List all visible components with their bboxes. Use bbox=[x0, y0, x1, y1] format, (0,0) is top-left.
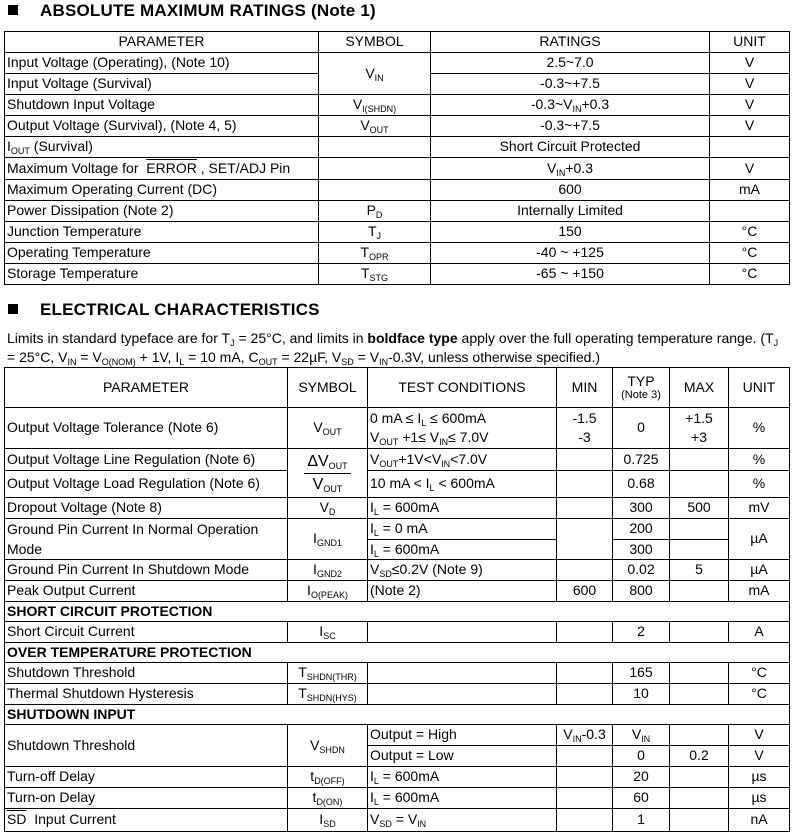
symbol-cell: $t_{D(OFF)}$ bbox=[288, 767, 368, 788]
table-row bbox=[5, 581, 790, 602]
max-cell bbox=[670, 788, 729, 809]
symbol-cell bbox=[319, 137, 431, 158]
typ-cell: 300 bbox=[613, 539, 670, 560]
ratings-cell: -65 ~ +150 bbox=[431, 264, 710, 285]
table-row bbox=[5, 243, 790, 264]
section-title-electrical bbox=[8, 300, 320, 320]
max-cell bbox=[670, 684, 729, 705]
parameter-cell: Input Voltage (Survival) bbox=[5, 74, 319, 95]
electrical-characteristics-table bbox=[4, 367, 790, 832]
test-cell bbox=[368, 622, 557, 643]
symbol-cell: $t_{D(ON)}$ bbox=[288, 788, 368, 809]
max-cell bbox=[670, 622, 729, 643]
table-row bbox=[5, 116, 790, 137]
test-cell: $I_L = 0$ mA bbox=[368, 519, 557, 540]
min-cell bbox=[557, 684, 613, 705]
table-row bbox=[5, 788, 790, 809]
max-cell: 0.2 bbox=[670, 746, 729, 767]
unit-cell: V bbox=[710, 95, 790, 116]
unit-cell: % bbox=[729, 471, 790, 498]
test-cell: Output = High bbox=[368, 725, 557, 746]
ratings-cell: -0.3~+7.5 bbox=[431, 74, 710, 95]
table-row bbox=[5, 408, 790, 449]
table-header-row bbox=[5, 32, 790, 53]
min-cell bbox=[557, 622, 613, 643]
min-cell bbox=[557, 767, 613, 788]
parameter-cell: Storage Temperature bbox=[5, 264, 319, 285]
ratings-cell: -0.3~+7.5 bbox=[431, 116, 710, 137]
max-cell bbox=[670, 449, 729, 471]
parameter-cell: Maximum Operating Current (DC) bbox=[5, 180, 319, 201]
unit-cell: µA bbox=[729, 560, 790, 581]
unit-cell: mA bbox=[710, 180, 790, 201]
table-header-row bbox=[5, 368, 790, 408]
test-cell: 10 mA < $I_L < 600mA$ bbox=[368, 471, 557, 498]
ratings-cell: Internally Limited bbox=[431, 201, 710, 222]
max-cell bbox=[670, 519, 729, 540]
parameter-cell: Junction Temperature bbox=[5, 222, 319, 243]
max-cell: 5 bbox=[670, 560, 729, 581]
parameter-cell: Thermal Shutdown Hysteresis bbox=[5, 684, 288, 705]
min-cell: -1.5 -3 bbox=[557, 408, 613, 449]
header-symbol: SYMBOL bbox=[288, 368, 368, 408]
min-cell bbox=[557, 560, 613, 581]
unit-cell bbox=[710, 201, 790, 222]
symbol-cell: $V_{OUT}$ bbox=[288, 408, 368, 449]
group-header-shutdown-input: SHUTDOWN INPUT bbox=[5, 705, 790, 725]
table-row bbox=[5, 809, 790, 832]
unit-cell: nA bbox=[729, 809, 790, 832]
table-row bbox=[5, 201, 790, 222]
table-row bbox=[5, 222, 790, 243]
table-row bbox=[5, 725, 790, 746]
typ-cell: 300 bbox=[613, 498, 670, 519]
symbol-cell: $I_{O(PEAK)}$ bbox=[288, 581, 368, 602]
unit-cell: V bbox=[710, 158, 790, 180]
unit-cell: µs bbox=[729, 767, 790, 788]
parameter-cell: Output Voltage Line Regulation (Note 6) bbox=[5, 449, 288, 471]
group-header-row bbox=[5, 602, 790, 622]
typ-cell: 0 bbox=[613, 408, 670, 449]
symbol-cell: $V_{SHDN}$ bbox=[288, 725, 368, 767]
group-header-short-circuit: SHORT CIRCUIT PROTECTION bbox=[5, 602, 790, 622]
symbol-cell: $P_D$ bbox=[319, 201, 431, 222]
header-symbol: SYMBOL bbox=[319, 32, 431, 53]
test-cell: (Note 2) bbox=[368, 581, 557, 602]
test-cell: Output = Low bbox=[368, 746, 557, 767]
min-cell: $V_{IN}-0.3$ bbox=[557, 725, 613, 746]
parameter-cell: Shutdown Input Voltage bbox=[5, 95, 319, 116]
regulation-fraction: $\frac{\Delta V_{OUT}}{V_{OUT}}$ bbox=[304, 453, 350, 493]
unit-cell: °C bbox=[729, 663, 790, 684]
unit-cell: °C bbox=[710, 222, 790, 243]
typ-cell: $V_{IN}$ bbox=[613, 725, 670, 746]
test-cell: $I_L = 600mA$ bbox=[368, 498, 557, 519]
table-row bbox=[5, 471, 790, 498]
parameter-cell: $\overline{SD}$ Input Current bbox=[5, 809, 288, 832]
unit-cell: V bbox=[710, 53, 790, 74]
symbol-cell: $V_{OUT}$ bbox=[319, 116, 431, 137]
parameter-cell: Shutdown Threshold bbox=[5, 725, 288, 767]
parameter-cell: $I_{OUT}$ (Survival) bbox=[5, 137, 319, 158]
typ-cell: 0.02 bbox=[613, 560, 670, 581]
min-cell bbox=[557, 471, 613, 498]
typ-cell: 2 bbox=[613, 622, 670, 643]
test-cell: $V_{SD}\le 0.2V$ (Note 9) bbox=[368, 560, 557, 581]
typ-cell: 0.725 bbox=[613, 449, 670, 471]
symbol-cell: $I_{SC}$ bbox=[288, 622, 368, 643]
header-min: MIN bbox=[557, 368, 613, 408]
min-cell bbox=[557, 519, 613, 560]
unit-cell: V bbox=[729, 746, 790, 767]
max-cell bbox=[670, 581, 729, 602]
unit-cell: °C bbox=[710, 243, 790, 264]
absolute-max-table bbox=[4, 31, 790, 285]
test-cell: $I_L = 600mA$ bbox=[368, 767, 557, 788]
test-cell bbox=[368, 663, 557, 684]
table-row bbox=[5, 684, 790, 705]
min-cell bbox=[557, 498, 613, 519]
max-cell: +1.5 +3 bbox=[670, 408, 729, 449]
symbol-cell: $I_{SD}$ bbox=[288, 809, 368, 832]
table-row bbox=[5, 519, 790, 540]
table-row bbox=[5, 622, 790, 643]
table-row bbox=[5, 53, 790, 74]
symbol-cell: $T_{STG}$ bbox=[319, 264, 431, 285]
header-unit: UNIT bbox=[710, 32, 790, 53]
parameter-cell: Dropout Voltage (Note 8) bbox=[5, 498, 288, 519]
section-title-text: ABSOLUTE MAXIMUM RATINGS (Note 1) bbox=[40, 1, 376, 20]
symbol-cell: $V_D$ bbox=[288, 498, 368, 519]
section-title-absolute-max bbox=[8, 1, 376, 21]
test-cell bbox=[368, 684, 557, 705]
table-row bbox=[5, 137, 790, 158]
parameter-cell: Peak Output Current bbox=[5, 581, 288, 602]
table-row bbox=[5, 449, 790, 471]
ratings-cell: $-0.3\sim V_{IN}+0.3$ bbox=[431, 95, 710, 116]
symbol-cell bbox=[319, 180, 431, 201]
group-header-over-temperature: OVER TEMPERATURE PROTECTION bbox=[5, 643, 790, 663]
unit-cell: % bbox=[729, 408, 790, 449]
min-cell bbox=[557, 809, 613, 832]
ratings-cell: 600 bbox=[431, 180, 710, 201]
max-cell bbox=[670, 471, 729, 498]
symbol-cell: $I_{GND2}$ bbox=[288, 560, 368, 581]
max-cell bbox=[670, 809, 729, 832]
unit-cell: % bbox=[729, 449, 790, 471]
parameter-cell: Operating Temperature bbox=[5, 243, 319, 264]
min-cell: 600 bbox=[557, 581, 613, 602]
unit-cell: µA bbox=[729, 519, 790, 560]
symbol-cell: $I_{GND1}$ bbox=[288, 519, 368, 560]
max-cell: 500 bbox=[670, 498, 729, 519]
typ-cell: 1 bbox=[613, 809, 670, 832]
test-cell: 0 mA ≤ $I_L \le 600mA$ $V_{OUT} +1\le V_{IN}\le 7.0V$ bbox=[368, 408, 557, 449]
parameter-cell: Short Circuit Current bbox=[5, 622, 288, 643]
table-row bbox=[5, 180, 790, 201]
max-cell bbox=[670, 539, 729, 560]
unit-cell: V bbox=[710, 116, 790, 137]
unit-cell: °C bbox=[729, 684, 790, 705]
test-cell: $V_{SD} = V_{IN}$ bbox=[368, 809, 557, 832]
square-bullet-icon bbox=[8, 5, 18, 15]
conditions-paragraph: Limits in standard typeface are for $T_J = 25^\circ C$, and limits in boldface type apply over the full operating temperature range. ($T_J = 25^\circ C$, $V_{IN} = V_{O(NOM)} + 1V$, $I_L = 10$ mA, $C_{OUT} = 22\mu F$, $V_{SD} = V_{IN}-0.3V$, unless otherwise specified.) bbox=[7, 330, 779, 367]
table-row bbox=[5, 663, 790, 684]
header-parameter: PARAMETER bbox=[5, 368, 288, 408]
ratings-cell: $V_{IN}+0.3$ bbox=[431, 158, 710, 180]
ratings-cell: 2.5~7.0 bbox=[431, 53, 710, 74]
symbol-cell: $T_J$ bbox=[319, 222, 431, 243]
parameter-cell: Power Dissipation (Note 2) bbox=[5, 201, 319, 222]
symbol-cell: $V_{IN}$ bbox=[319, 53, 431, 95]
unit-cell: µs bbox=[729, 788, 790, 809]
table-row bbox=[5, 158, 790, 180]
min-cell bbox=[557, 663, 613, 684]
parameter-cell: Shutdown Threshold bbox=[5, 663, 288, 684]
symbol-cell: $V_{I(SHDN)}$ bbox=[319, 95, 431, 116]
min-cell bbox=[557, 788, 613, 809]
min-cell bbox=[557, 746, 613, 767]
test-cell: $I_L = 600mA$ bbox=[368, 539, 557, 560]
test-cell: $I_L = 600mA$ bbox=[368, 788, 557, 809]
parameter-cell: Output Voltage Tolerance (Note 6) bbox=[5, 408, 288, 449]
min-cell bbox=[557, 449, 613, 471]
symbol-cell: $T_{OPR}$ bbox=[319, 243, 431, 264]
section-title-text: ELECTRICAL CHARACTERISTICS bbox=[40, 300, 320, 319]
header-parameter: PARAMETER bbox=[5, 32, 319, 53]
parameter-cell: Turn-off Delay bbox=[5, 767, 288, 788]
unit-cell bbox=[710, 137, 790, 158]
header-ratings: RATINGS bbox=[431, 32, 710, 53]
parameter-cell: Output Voltage (Survival), (Note 4, 5) bbox=[5, 116, 319, 137]
ratings-cell: Short Circuit Protected bbox=[431, 137, 710, 158]
typ-cell: 20 bbox=[613, 767, 670, 788]
typ-cell: 165 bbox=[613, 663, 670, 684]
symbol-cell bbox=[319, 158, 431, 180]
test-cell: $V_{OUT}+1V<V_{IN}<7.0V$ bbox=[368, 449, 557, 471]
unit-cell: mV bbox=[729, 498, 790, 519]
typ-cell: 60 bbox=[613, 788, 670, 809]
table-row bbox=[5, 95, 790, 116]
typ-cell: 800 bbox=[613, 581, 670, 602]
header-max: MAX bbox=[670, 368, 729, 408]
max-cell bbox=[670, 725, 729, 746]
parameter-cell: Ground Pin Current In Shutdown Mode bbox=[5, 560, 288, 581]
parameter-cell: Turn-on Delay bbox=[5, 788, 288, 809]
parameter-cell: Output Voltage Load Regulation (Note 6) bbox=[5, 471, 288, 498]
unit-cell: V bbox=[710, 74, 790, 95]
unit-cell: A bbox=[729, 622, 790, 643]
table-row bbox=[5, 767, 790, 788]
parameter-cell: Input Voltage (Operating), (Note 10) bbox=[5, 53, 319, 74]
typ-cell: 0 bbox=[613, 746, 670, 767]
max-cell bbox=[670, 663, 729, 684]
symbol-cell bbox=[288, 449, 368, 498]
parameter-cell: Maximum Voltage for ERROR , SET/ADJ Pin bbox=[5, 158, 319, 180]
square-bullet-icon bbox=[8, 304, 18, 314]
group-header-row bbox=[5, 643, 790, 663]
group-header-row bbox=[5, 705, 790, 725]
max-cell bbox=[670, 767, 729, 788]
typ-cell: 0.68 bbox=[613, 471, 670, 498]
unit-cell: V bbox=[729, 725, 790, 746]
header-typ: TYP (Note 3) bbox=[613, 368, 670, 408]
table-row bbox=[5, 560, 790, 581]
unit-cell: mA bbox=[729, 581, 790, 602]
header-test-conditions: TEST CONDITIONS bbox=[368, 368, 557, 408]
parameter-cell: Ground Pin Current In Normal Operation Mode bbox=[5, 519, 288, 560]
typ-cell: 200 bbox=[613, 519, 670, 540]
table-row bbox=[5, 264, 790, 285]
table-row bbox=[5, 498, 790, 519]
header-unit: UNIT bbox=[729, 368, 790, 408]
symbol-cell: $T_{SHDN(THR)}$ bbox=[288, 663, 368, 684]
ratings-cell: -40 ~ +125 bbox=[431, 243, 710, 264]
ratings-cell: 150 bbox=[431, 222, 710, 243]
symbol-cell: $T_{SHDN(HYS)}$ bbox=[288, 684, 368, 705]
unit-cell: °C bbox=[710, 264, 790, 285]
typ-cell: 10 bbox=[613, 684, 670, 705]
